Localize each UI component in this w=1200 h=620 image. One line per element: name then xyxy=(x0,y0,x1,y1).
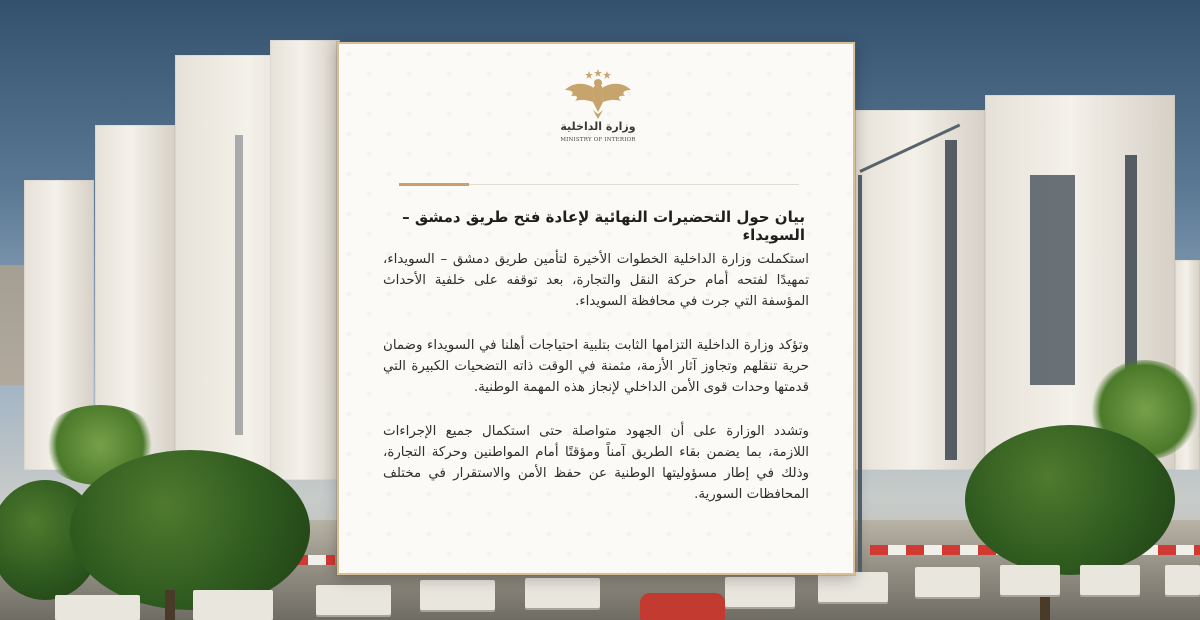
gold-accent-bar xyxy=(399,183,469,186)
road-barrier xyxy=(193,590,273,620)
tree xyxy=(965,425,1175,575)
tree xyxy=(70,450,310,610)
road-barrier xyxy=(525,578,600,608)
road-barrier xyxy=(1165,565,1200,595)
paragraph: استكملت وزارة الداخلية الخطوات الأخيرة لتأمين طريق دمشق – السويداء، تمهيدًا لفتحه أمام حركة النقل والتجارة، بعد توقفه على خلفية الأحداث المؤسفة التي جرت في محافظة السويداء. xyxy=(383,252,809,309)
statement-title: بيان حول التحضيرات النهائية لإعادة فتح طريق دمشق – السويداء xyxy=(402,208,805,244)
statement-body xyxy=(383,249,809,528)
red-car xyxy=(640,593,725,620)
road-barrier xyxy=(316,585,391,615)
eagle-emblem-icon xyxy=(563,68,633,120)
road-barrier xyxy=(55,595,140,620)
road-barrier xyxy=(420,580,495,610)
left-building xyxy=(270,40,340,480)
tree-trunk xyxy=(165,590,175,620)
road-barrier xyxy=(1080,565,1140,595)
ministry-logo xyxy=(553,68,643,158)
road-barrier xyxy=(725,577,795,607)
logo-english-text: MINISTRY OF INTERIOR xyxy=(560,137,636,143)
lamp-post xyxy=(858,175,862,575)
road-barrier xyxy=(818,572,888,602)
paragraph: وتشدد الوزارة على أن الجهود متواصلة حتى استكمال جميع الإجراءات اللازمة، بما يضمن بقاء الطريق آمناً ومؤقتًا أمام المواطنين وحركة التجارة، وذلك في إطار مسؤوليتها الوطنية عن حفظ الأمن والاستقرار في مختلف المحافظات السورية. xyxy=(383,424,809,502)
paragraph: وتؤكد وزارة الداخلية التزامها الثابت بتلبية احتياجات أهلنا في السويداء وضمان حرية تنقلهم وتجاوز آثار الأزمة، مثمنة في الوقت ذاته التضحيات الكبيرة التي قدمتها وحدات قوى الأمن الداخلي لإنجاز هذه المهمة الوطنية. xyxy=(383,338,809,395)
road-barrier xyxy=(915,567,980,597)
logo-arabic-text: وزارة الداخلية xyxy=(560,120,636,133)
road-barrier xyxy=(1000,565,1060,595)
statement-card xyxy=(337,42,855,575)
